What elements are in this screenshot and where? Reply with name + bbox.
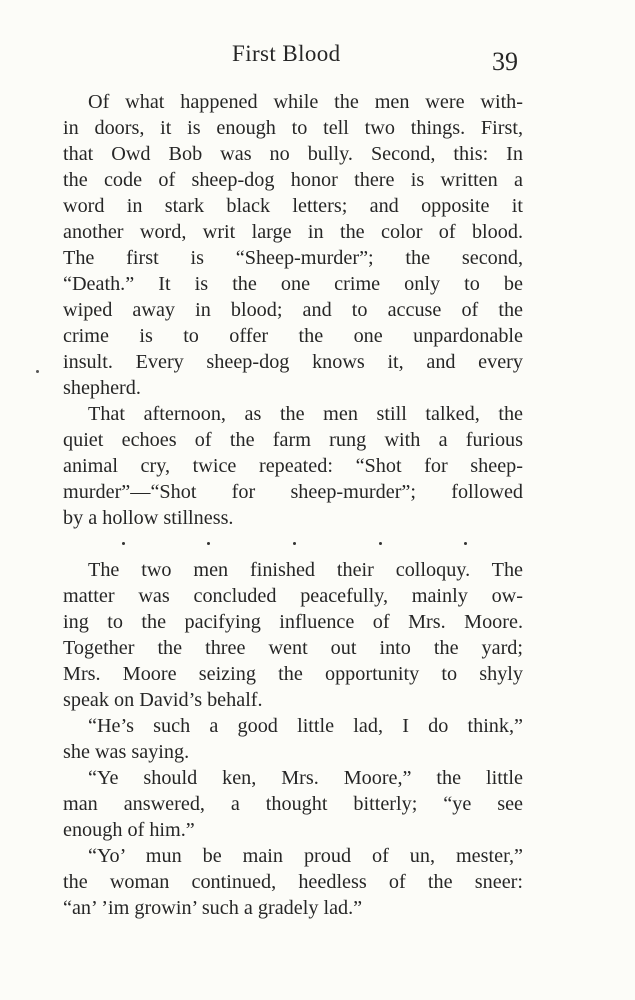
text-line: The two men finished their colloquy. The (88, 559, 523, 581)
text-line: ing to the pacifying influence of Mrs. Moore. (63, 611, 523, 633)
text-line: speak on David’s behalf. (63, 689, 263, 711)
text-line: quiet echoes of the farm rung with a furious (63, 429, 523, 451)
text-line: the woman continued, heedless of the sneer: (63, 871, 523, 893)
body-text (63, 89, 523, 921)
text-line: by a hollow stillness. (63, 507, 234, 529)
text-line: that Owd Bob was no bully. Second, this: In (63, 143, 523, 165)
margin-mark (36, 370, 39, 373)
text-line: That afternoon, as the men still talked, the (88, 403, 523, 425)
section-break-dot (379, 542, 382, 545)
text-line: matter was concluded peacefully, mainly ow- (63, 585, 523, 607)
text-line: Mrs. Moore seizing the opportunity to shyly (63, 663, 523, 685)
paragraph-5 (63, 765, 523, 843)
text-line: shepherd. (63, 377, 141, 399)
running-title: First Blood (232, 41, 341, 66)
paragraph-1 (63, 89, 523, 401)
paragraph-6 (63, 843, 523, 921)
text-line: Together the three went out into the yard; (63, 637, 523, 659)
running-header (0, 41, 635, 75)
section-break-dot (293, 542, 296, 545)
paragraph-4 (63, 713, 523, 765)
text-line: Of what happened while the men were with- (88, 91, 523, 113)
text-line: enough of him.” (63, 819, 195, 841)
text-line: “an’ ’im growin’ such a gradely lad.” (63, 897, 363, 919)
text-line: “Yo’ mun be main proud of un, mester,” (88, 845, 523, 867)
text-line: “Death.” It is the one crime only to be (63, 273, 523, 295)
text-line: The first is “Sheep-murder”; the second, (63, 247, 523, 269)
text-line: wiped away in blood; and to accuse of the (63, 299, 523, 321)
section-break-dot (122, 542, 125, 545)
paragraph-2 (63, 401, 523, 531)
text-line: man answered, a thought bitterly; “ye see (63, 793, 523, 815)
page-number: 39 (492, 47, 518, 76)
section-break-dot (207, 542, 210, 545)
text-line: insult. Every sheep-dog knows it, and every (63, 351, 523, 373)
section-break-dot (464, 542, 467, 545)
text-line: crime is to offer the one unpardonable (63, 325, 523, 347)
text-line: word in stark black letters; and opposite it (63, 195, 523, 217)
text-line: another word, writ large in the color of blood. (63, 221, 523, 243)
text-line: “He’s such a good little lad, I do think,” (88, 715, 523, 737)
text-line: murder”—“Shot for sheep-murder”; followed (63, 481, 523, 503)
text-line: in doors, it is enough to tell two things. First, (63, 117, 523, 139)
text-line: animal cry, twice repeated: “Shot for sheep- (63, 455, 523, 477)
text-line: the code of sheep-dog honor there is written a (63, 169, 523, 191)
paragraph-3 (63, 557, 523, 713)
text-line: “Ye should ken, Mrs. Moore,” the little (88, 767, 523, 789)
section-break (88, 531, 523, 557)
text-line: she was saying. (63, 741, 190, 763)
